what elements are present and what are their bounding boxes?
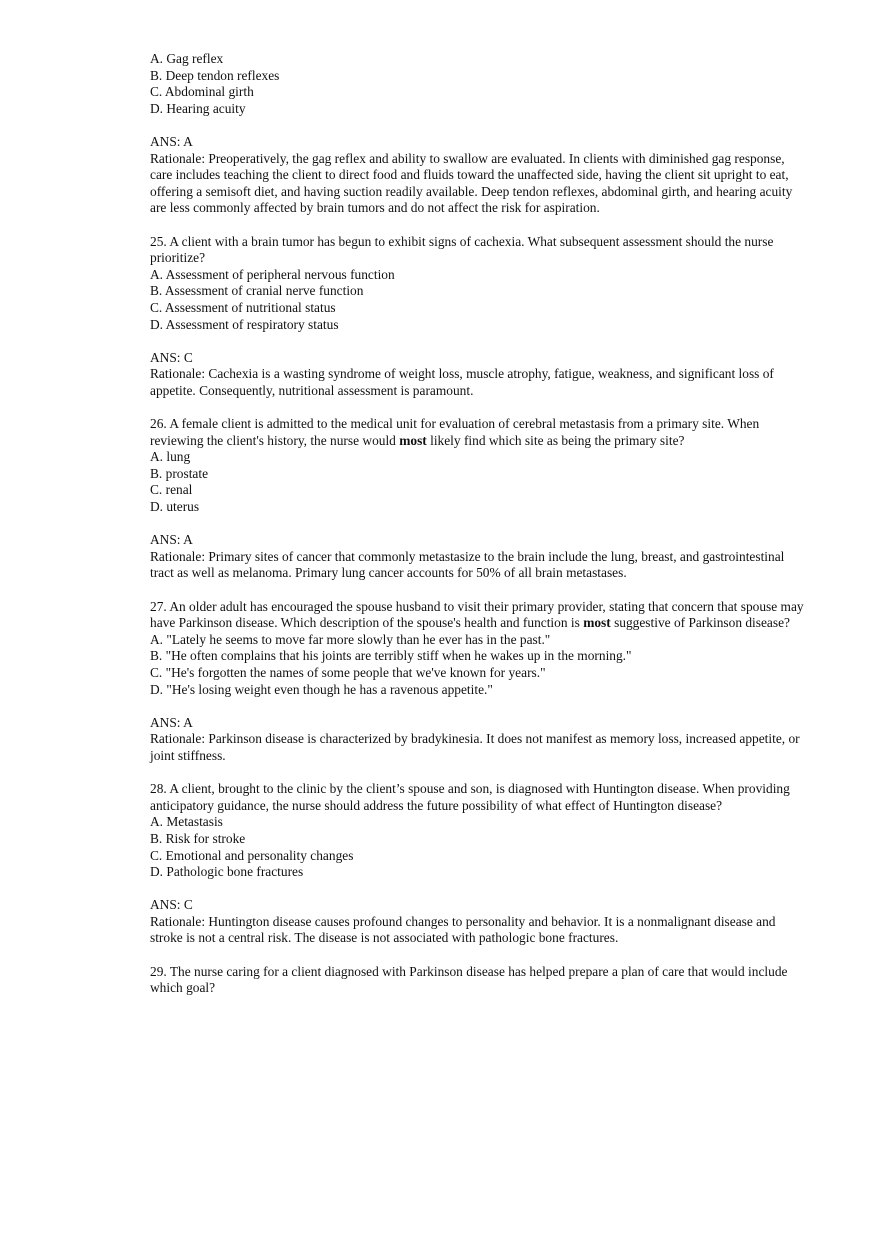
question-text: [150, 416, 810, 449]
question-25-answer-block: [150, 350, 810, 400]
rationale: Rationale: Preoperatively, the gag reflex and ability to swallow are evaluated. In clients with diminished gag response, care includes teaching the client to direct food and fluids toward the unaffected side, having the client sit upright to eat, offering a semisoft diet, and having suction readily available. Deep tendon reflexes, abdominal girth, and hearing acuity are less commonly affected by brain tumors and do not affect the risk for aspiration.: [150, 150, 793, 216]
option-a: A. lung: [150, 449, 191, 465]
question-emphasis: most: [399, 432, 427, 448]
question-25: [150, 234, 810, 334]
option-d: D. "He's losing weight even though he has a ravenous appetite.": [150, 681, 493, 697]
question-text-part: suggestive of Parkinson disease?: [610, 615, 790, 631]
answer-key: ANS: C: [150, 349, 193, 365]
option-a: A. Assessment of peripheral nervous function: [150, 266, 395, 282]
answer-key: ANS: C: [150, 897, 193, 913]
question-27: [150, 599, 810, 699]
question-26: [150, 416, 810, 516]
option-d: D. uterus: [150, 499, 200, 515]
option-c: C. Abdominal girth: [150, 84, 254, 100]
question-text: [150, 599, 810, 632]
question-28-answer-block: [150, 897, 810, 947]
rationale: Rationale: Primary sites of cancer that commonly metastasize to the brain include the lung, breast, and gastrointestinal tract as well as melanoma. Primary lung cancer accounts for 50% of all brain metastases.: [150, 548, 785, 581]
option-a: A. Gag reflex: [150, 51, 224, 66]
question-text-part: likely find which site as being the primary site?: [426, 432, 685, 448]
option-c: C. "He's forgotten the names of some people that we've known for years.": [150, 664, 546, 680]
rationale: Rationale: Cachexia is a wasting syndrome of weight loss, muscle atrophy, fatigue, weakness, and significant loss of appetite. Consequently, nutritional assessment is paramount.: [150, 366, 774, 398]
question-28: [150, 781, 810, 881]
option-d: D. Pathologic bone fractures: [150, 864, 304, 880]
question-emphasis: most: [583, 615, 611, 631]
option-a: A. "Lately he seems to move far more slowly than he ever has in the past.": [150, 631, 551, 647]
question-text-part: 27. An older adult has encouraged the spouse husband to visit their primary provider, stating that concern that spouse may have Parkinson disease. Which description of the spouse's health and function is: [150, 598, 804, 631]
answer-key: ANS: A: [150, 133, 193, 149]
option-a: A. Metastasis: [150, 814, 223, 830]
option-c: C. renal: [150, 482, 193, 498]
question-text: 29. The nurse caring for a client diagnosed with Parkinson disease has helped prepare a plan of care that would include which goal?: [150, 963, 788, 996]
option-d: D. Assessment of respiratory status: [150, 316, 339, 332]
question-text: 28. A client, brought to the clinic by the client’s spouse and son, is diagnosed with Huntington disease. When providing anticipatory guidance, the nurse should address the future possibility of what effect of Huntington disease?: [150, 781, 790, 813]
question-26-answer-block: [150, 532, 810, 582]
option-c: C. Emotional and personality changes: [150, 847, 354, 863]
question-24-answer-block: [150, 134, 810, 217]
question-24-options: [150, 51, 810, 117]
question-text: 25. A client with a brain tumor has begun to exhibit signs of cachexia. What subsequent assessment should the nurse prioritize?: [150, 233, 774, 266]
question-text-part: 26. A female client is admitted to the medical unit for evaluation of cerebral metastasis from a primary site. When reviewing the client's history, the nurse would: [150, 416, 760, 448]
question-27-answer-block: [150, 715, 810, 765]
rationale: Rationale: Huntington disease causes profound changes to personality and behavior. It is a nonmalignant disease and stroke is not a central risk. The disease is not associated with pathologic bone fractures.: [150, 913, 776, 946]
option-b: B. "He often complains that his joints are terribly stiff when he wakes up in the morning.": [150, 648, 632, 664]
rationale: Rationale: Parkinson disease is characterized by bradykinesia. It does not manifest as memory loss, increased appetite, or joint stiffness.: [150, 731, 800, 763]
option-b: B. prostate: [150, 465, 209, 481]
option-b: B. Risk for stroke: [150, 830, 246, 846]
option-b: B. Assessment of cranial nerve function: [150, 283, 364, 299]
question-29: [150, 964, 810, 997]
option-b: B. Deep tendon reflexes: [150, 67, 280, 83]
document-page: [150, 51, 810, 1013]
answer-key: ANS: A: [150, 714, 193, 730]
option-d: D. Hearing acuity: [150, 100, 246, 116]
option-c: C. Assessment of nutritional status: [150, 299, 336, 315]
answer-key: ANS: A: [150, 532, 193, 548]
